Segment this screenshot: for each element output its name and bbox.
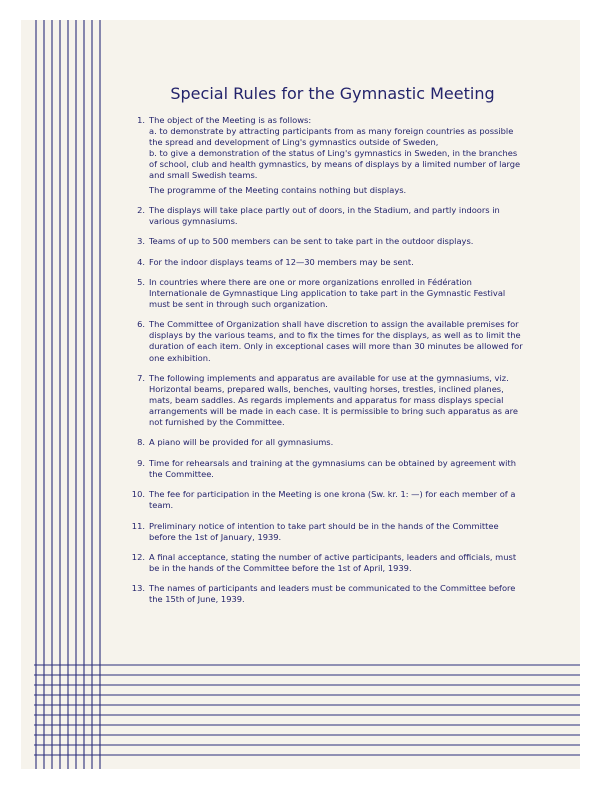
rule-text: In countries where there are one or more organizations enrolled in Fédération Internationale de Gymnastique Ling application to take part in the Gymnastic Festival must be sent in through such organization. <box>149 276 506 309</box>
rule-number: 12. <box>131 551 145 562</box>
document-page <box>21 20 580 769</box>
rule-12 <box>127 552 527 574</box>
rule-text: The following implements and apparatus are available for use at the gymnasiums, viz. Horizontal beams, prepared walls, benches, vaulting horses, trestles, inclined planes, mats, beam saddles. As regards implements and apparatus for mass displays special arrangements will be made in each case. It is permissible to bring such apparatus as are not furnished by the Committee. <box>149 372 519 428</box>
rule-text: The Committee of Organization shall have discretion to assign the available premises for displays by the various teams, and to fix the times for the displays, as well as to limit the duration of each item. Only in exceptional cases will more than 30 minutes be allowed for one exhibition. <box>149 319 523 363</box>
rule-number: 3. <box>137 236 145 247</box>
rule-6 <box>127 319 527 363</box>
rule-text: The fee for participation in the Meeting is one krona (Sw. kr. 1: —) for each member of a team. <box>149 489 516 511</box>
document-title: Special Rules for the Gymnastic Meeting <box>170 84 495 103</box>
rule-7 <box>127 373 527 428</box>
horizontal-rule-lines <box>34 662 580 757</box>
rule-11 <box>127 521 527 543</box>
rule-number: 2. <box>137 204 145 215</box>
rule-8 <box>127 437 527 448</box>
rule-number: 9. <box>137 457 145 468</box>
rule-text: The object of the Meeting is as follows: <box>149 115 312 125</box>
rule-2 <box>127 205 527 227</box>
rule-13 <box>127 583 527 605</box>
rule-number: 5. <box>137 276 145 287</box>
rule-number: 6. <box>137 319 145 330</box>
rule-1 <box>127 115 527 196</box>
rule-number: 4. <box>137 256 145 267</box>
rule-text: Time for rehearsals and training at the gymnasiums can be obtained by agreement with the Committee. <box>149 457 516 479</box>
rule-number: 13. <box>131 583 145 594</box>
rule-3 <box>127 236 527 247</box>
rule-text: A final acceptance, stating the number of active participants, leaders and officials, must be in the hands of the Committee before the 1st of April, 1939. <box>149 551 517 573</box>
rule-subitem-a: a. to demonstrate by attracting participants from as many foreign countries as possible the spread and development of Ling's gymnastics outside of Sweden, <box>149 126 514 148</box>
vertical-rule-lines <box>34 20 114 769</box>
rule-text: Preliminary notice of intention to take part should be in the hands of the Committee before the 1st of January, 1939. <box>149 520 499 542</box>
rule-number: 11. <box>131 520 145 531</box>
rule-number: 7. <box>137 372 145 383</box>
rule-4 <box>127 257 527 268</box>
rule-text: The names of participants and leaders must be communicated to the Committee before the 15th of June, 1939. <box>149 583 516 605</box>
rule-note: The programme of the Meeting contains nothing but displays. <box>149 184 407 195</box>
rule-text: For the indoor displays teams of 12—30 members may be sent. <box>149 256 414 267</box>
rule-10 <box>127 489 527 511</box>
rules-list <box>127 115 527 615</box>
rule-number: 8. <box>137 437 145 448</box>
rule-5 <box>127 277 527 310</box>
rule-text: The displays will take place partly out of doors, in the Stadium, and partly indoors in various gymnasiums. <box>149 204 500 226</box>
rule-9 <box>127 458 527 480</box>
rule-number: 10. <box>131 489 145 500</box>
rule-text: Teams of up to 500 members can be sent to take part in the outdoor displays. <box>149 236 474 247</box>
rule-text: A piano will be provided for all gymnasiums. <box>149 437 334 448</box>
rule-number: 1. <box>137 115 145 125</box>
rule-subitem-b: b. to give a demonstration of the status of Ling's gymnastics in Sweden, in the branches of school, club and health gymnastics, by means of displays by a limited number of large and small Swedish teams. <box>149 148 521 181</box>
